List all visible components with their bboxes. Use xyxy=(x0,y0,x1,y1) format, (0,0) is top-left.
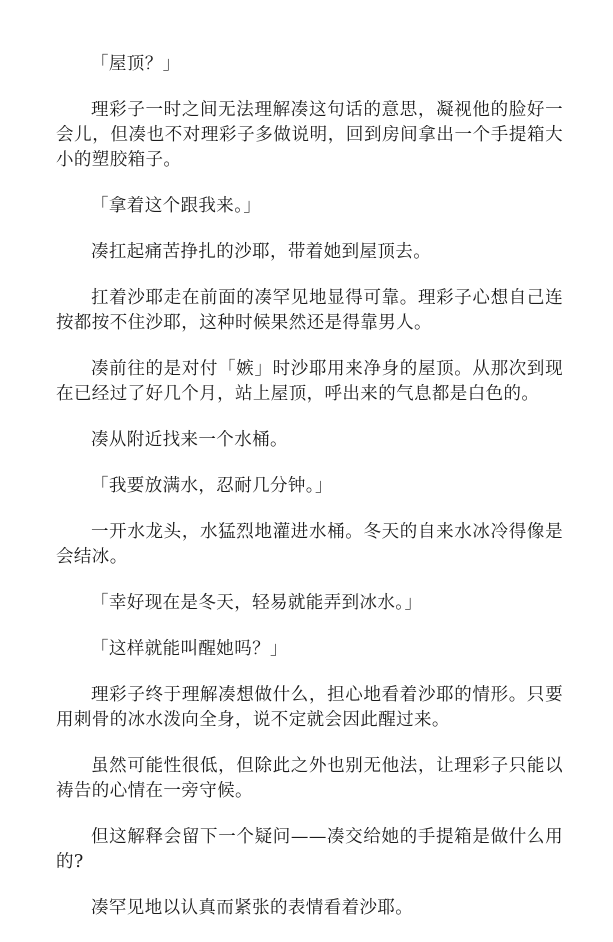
paragraph: 「这样就能叫醒她吗？」 xyxy=(91,639,288,659)
paragraph: 理彩子终于理解凑想做什么，担心地看着沙耶的情形。只要用刺骨的冰水泼向全身，说不定就会因此醒过来。 xyxy=(56,685,563,730)
paragraph: 凑从附近找来一个水桶。 xyxy=(91,430,288,450)
paragraph: 「我要放满水，忍耐几分钟。」 xyxy=(91,476,333,496)
paragraph: 「拿着这个跟我来。」 xyxy=(91,196,262,216)
paragraph: 「幸好现在是冬天，轻易就能弄到冰水。」 xyxy=(91,593,423,613)
paragraph: 但这解释会留下一个疑问——凑交给她的手提箱是做什么用的? xyxy=(56,827,563,872)
paragraph: 虽然可能性很低，但除此之外也别无他法，让理彩子只能以祷告的心情在一旁守候。 xyxy=(56,756,563,801)
paragraph: 凑扛起痛苦挣扎的沙耶，带着她到屋顶去。 xyxy=(91,242,432,262)
paragraph: 凑前往的是对付「嫉」时沙耶用来净身的屋顶。从那次到现在已经过了好几个月，站上屋顶，呼出来的气息都是白色的。 xyxy=(56,359,563,404)
paragraph: 「屋顶？」 xyxy=(91,54,181,74)
document-page xyxy=(56,52,563,942)
paragraph: 凑罕见地以认真而紧张的表情看着沙耶。 xyxy=(91,898,414,918)
paragraph: 理彩子一时之间无法理解凑这句话的意思，凝视他的脸好一会儿，但凑也不对理彩子多做说明，回到房间拿出一个手提箱大小的塑胶箱子。 xyxy=(56,100,563,170)
paragraph: 扛着沙耶走在前面的凑罕见地显得可靠。理彩子心想自己连按都按不住沙耶，这种时候果然还是得靠男人。 xyxy=(56,288,563,333)
paragraph: 一开水龙头，水猛烈地灌进水桶。冬天的自来水冰冷得像是会结冰。 xyxy=(56,522,563,567)
